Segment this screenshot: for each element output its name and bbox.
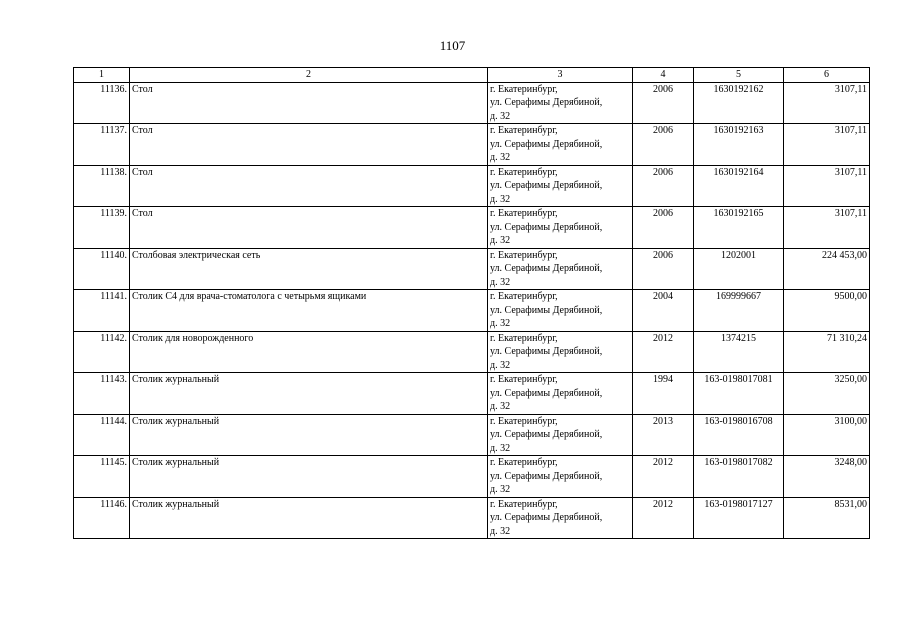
address-cell xyxy=(488,456,633,498)
header-row xyxy=(74,68,870,83)
table-row xyxy=(74,165,870,207)
row-number: 11139. xyxy=(74,207,130,249)
address-cell xyxy=(488,290,633,332)
row-number: 11141. xyxy=(74,290,130,332)
year-cell: 2006 xyxy=(633,165,694,207)
year-cell: 2012 xyxy=(633,331,694,373)
item-name: Столик для новорожденного xyxy=(130,331,488,373)
item-name: Стол xyxy=(130,82,488,124)
address-building: д. 32 xyxy=(490,442,511,454)
cost-cell: 3107,11 xyxy=(784,82,870,124)
column-header-5: 5 xyxy=(694,68,784,83)
item-name: Стол xyxy=(130,124,488,166)
table-row xyxy=(74,373,870,415)
cost-cell: 71 310,24 xyxy=(784,331,870,373)
address-cell xyxy=(488,331,633,373)
column-header-3: 3 xyxy=(488,68,633,83)
cost-cell: 224 453,00 xyxy=(784,248,870,290)
table-row xyxy=(74,248,870,290)
address-building: д. 32 xyxy=(490,525,511,537)
address-street: ул. Серафимы Дерябиной, xyxy=(490,346,603,357)
row-number: 11143. xyxy=(74,373,130,415)
address-cell xyxy=(488,497,633,539)
table-row xyxy=(74,497,870,539)
address-street: ул. Серафимы Дерябиной, xyxy=(490,470,603,482)
row-number: 11137. xyxy=(74,124,130,166)
address-city: г. Екатеринбург, xyxy=(490,374,558,385)
address-cell xyxy=(488,373,633,415)
row-number: 11138. xyxy=(74,165,130,207)
address-street: ул. Серафимы Дерябиной, xyxy=(490,138,603,150)
item-name: Столик С4 для врача-стоматолога с четырьмя ящиками xyxy=(130,290,488,332)
item-name: Столик журнальный xyxy=(130,373,488,415)
cost-cell: 3100,00 xyxy=(784,414,870,456)
address-street: ул. Серафимы Дерябиной, xyxy=(490,387,603,399)
address-street: ул. Серафимы Дерябиной, xyxy=(490,512,603,523)
inventory-number: 1630192165 xyxy=(694,207,784,249)
table-body xyxy=(74,82,870,539)
table-row xyxy=(74,82,870,124)
address-building: д. 32 xyxy=(490,318,511,329)
table-header xyxy=(74,68,870,83)
address-street: ул. Серафимы Дерябиной, xyxy=(490,304,603,316)
address-city: г. Екатеринбург, xyxy=(490,166,558,178)
address-street: ул. Серафимы Дерябиной, xyxy=(490,180,603,191)
address-building: д. 32 xyxy=(490,401,511,412)
address-street: ул. Серафимы Дерябиной, xyxy=(490,263,603,274)
year-cell: 2013 xyxy=(633,414,694,456)
row-number: 11145. xyxy=(74,456,130,498)
address-city: г. Екатеринбург, xyxy=(490,457,558,468)
cost-cell: 3107,11 xyxy=(784,207,870,249)
inventory-number: 163-0198017127 xyxy=(694,497,784,539)
address-cell xyxy=(488,124,633,166)
inventory-number: 169999667 xyxy=(694,290,784,332)
address-city: г. Екатеринбург, xyxy=(490,125,558,136)
item-name: Столик журнальный xyxy=(130,497,488,539)
row-number: 11144. xyxy=(74,414,130,456)
inventory-number: 163-0198016708 xyxy=(694,414,784,456)
inventory-number: 163-0198017082 xyxy=(694,456,784,498)
item-name: Стол xyxy=(130,165,488,207)
address-street: ул. Серафимы Дерябиной, xyxy=(490,221,603,233)
address-cell xyxy=(488,248,633,290)
address-building: д. 32 xyxy=(490,359,511,371)
column-header-1: 1 xyxy=(74,68,130,83)
table-row xyxy=(74,290,870,332)
column-header-4: 4 xyxy=(633,68,694,83)
address-city: г. Екатеринбург, xyxy=(490,249,558,261)
address-building: д. 32 xyxy=(490,152,511,163)
year-cell: 2006 xyxy=(633,82,694,124)
address-street: ул. Серафимы Дерябиной, xyxy=(490,97,603,108)
item-name: Столик журнальный xyxy=(130,414,488,456)
register-table xyxy=(73,67,870,539)
cost-cell: 9500,00 xyxy=(784,290,870,332)
inventory-number: 1630192163 xyxy=(694,124,784,166)
address-city: г. Екатеринбург, xyxy=(490,291,558,302)
column-header-2: 2 xyxy=(130,68,488,83)
address-city: г. Екатеринбург, xyxy=(490,332,558,344)
row-number: 11146. xyxy=(74,497,130,539)
cost-cell: 3107,11 xyxy=(784,165,870,207)
address-building: д. 32 xyxy=(490,110,511,122)
table-row xyxy=(74,124,870,166)
address-cell xyxy=(488,165,633,207)
address-cell xyxy=(488,82,633,124)
year-cell: 2004 xyxy=(633,290,694,332)
address-building: д. 32 xyxy=(490,276,511,288)
inventory-number: 1374215 xyxy=(694,331,784,373)
row-number: 11136. xyxy=(74,82,130,124)
item-name: Столик журнальный xyxy=(130,456,488,498)
address-city: г. Екатеринбург, xyxy=(490,498,558,510)
row-number: 11140. xyxy=(74,248,130,290)
address-building: д. 32 xyxy=(490,193,511,205)
inventory-number: 1202001 xyxy=(694,248,784,290)
cost-cell: 3250,00 xyxy=(784,373,870,415)
address-city: г. Екатеринбург, xyxy=(490,208,558,219)
address-street: ул. Серафимы Дерябиной, xyxy=(490,429,603,440)
address-building: д. 32 xyxy=(490,484,511,495)
inventory-number: 163-0198017081 xyxy=(694,373,784,415)
year-cell: 2006 xyxy=(633,124,694,166)
item-name: Столбовая электрическая сеть xyxy=(130,248,488,290)
address-city: г. Екатеринбург, xyxy=(490,415,558,427)
year-cell: 1994 xyxy=(633,373,694,415)
year-cell: 2012 xyxy=(633,497,694,539)
page-number: 1107 xyxy=(439,38,466,53)
address-cell xyxy=(488,207,633,249)
year-cell: 2012 xyxy=(633,456,694,498)
table-row xyxy=(74,456,870,498)
table-row xyxy=(74,414,870,456)
item-name: Стол xyxy=(130,207,488,249)
cost-cell: 3107,11 xyxy=(784,124,870,166)
address-cell xyxy=(488,414,633,456)
table-row xyxy=(74,207,870,249)
cost-cell: 8531,00 xyxy=(784,497,870,539)
inventory-number: 1630192162 xyxy=(694,82,784,124)
address-city: г. Екатеринбург, xyxy=(490,83,558,95)
address-building: д. 32 xyxy=(490,235,511,246)
inventory-number: 1630192164 xyxy=(694,165,784,207)
column-header-6: 6 xyxy=(784,68,870,83)
row-number: 11142. xyxy=(74,331,130,373)
year-cell: 2006 xyxy=(633,207,694,249)
year-cell: 2006 xyxy=(633,248,694,290)
table-row xyxy=(74,331,870,373)
cost-cell: 3248,00 xyxy=(784,456,870,498)
